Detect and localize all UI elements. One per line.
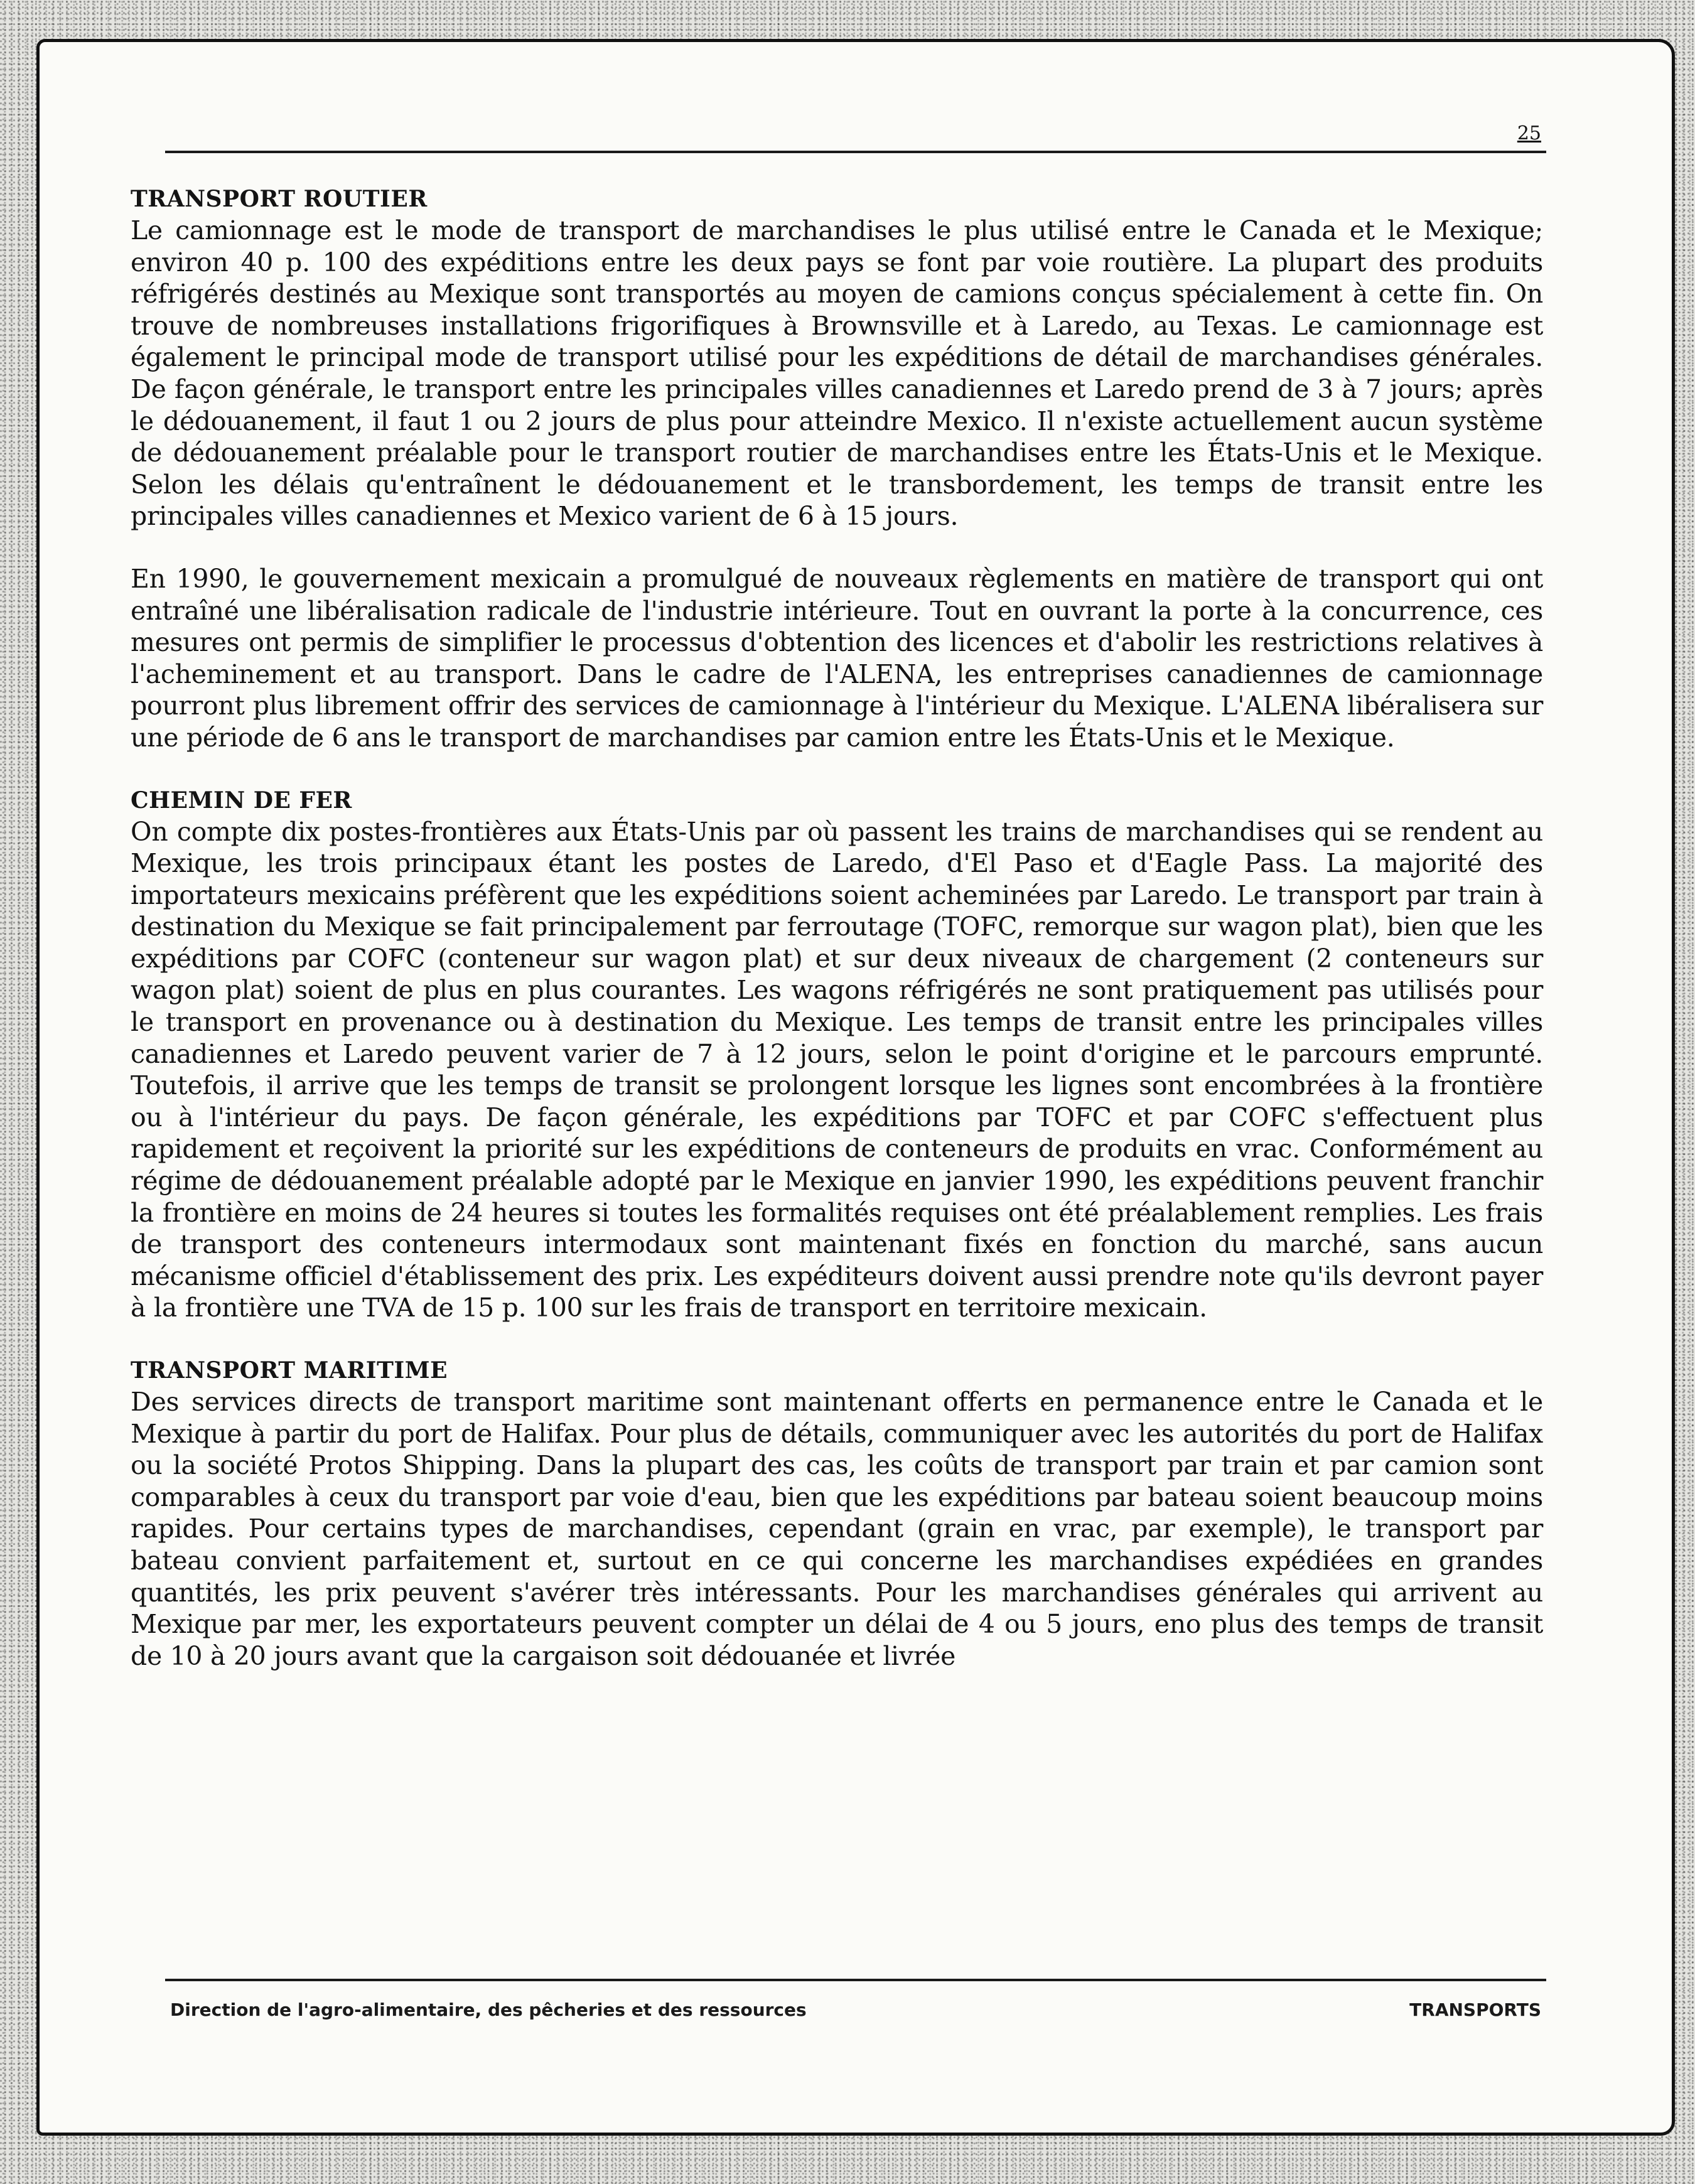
page-footer [170, 1999, 1541, 2020]
paragraph-transport-routier-2: En 1990, le gouvernement mexicain a promulgué de nouveaux règlements en matière de transport qui ont entraîné une libéralisation radicale de l'industrie intérieure. Tout en ouvrant la porte à la concurrence, ces mesures ont permis de simplifier le processus d'obtention des licences et d'abolir les restrictions relatives à l'acheminement et au transport. Dans le cadre de l'ALENA, les entreprises canadiennes de camionnage pourront plus librement offrir des services de camionnage à l'intérieur du Mexique. L'ALENA libéralisera sur une période de 6 ans le transport de marchandises par camion entre les États-Unis et le Mexique. [131, 563, 1543, 753]
section-heading-transport-maritime: TRANSPORT MARITIME [131, 1357, 448, 1384]
header-rule [165, 151, 1546, 153]
document-body [131, 183, 1543, 1672]
footer-department: Direction de l'agro-alimentaire, des pêcheries et des ressources [170, 1999, 807, 2020]
paragraph-transport-maritime: Des services directs de transport maritime sont maintenant offerts en permanence entre le Canada et le Mexique à partir du port de Halifax. Pour plus de détails, communiquer avec les autorités du port de Halifax ou la société Protos Shipping. Dans la plupart des cas, les coûts de transport par train et par camion sont comparables à ceux du transport par voie d'eau, bien que les expéditions par bateau soient beaucoup moins rapides. Pour certains types de marchandises, cependant (grain en vrac, par exemple), le transport par bateau convient parfaitement et, surtout en ce qui concerne les marchandises expédiées en grandes quantités, les prix peuvent s'avérer très intéressants. Pour les marchandises générales qui arrivent au Mexique par mer, les exportateurs peuvent compter un délai de 4 ou 5 jours, eno plus des temps de transit de 10 à 20 jours avant que la cargaison soit dédouanée et livrée [131, 1387, 1543, 1671]
section-heading-chemin-de-fer: CHEMIN DE FER [131, 787, 352, 814]
paragraph-spacer [131, 532, 1543, 563]
paragraph-transport-routier-1: Le camionnage est le mode de transport de marchandises le plus utilisé entre le Canada et le Mexique; environ 40 p. 100 des expéditions entre les deux pays se font par voie routière. La plupart des produits réfrigérés destinés au Mexique sont transportés au moyen de camions conçus spécialement à cette fin. On trouve de nombreuses installations frigorifiques à Brownsville et à Laredo, au Texas. Le camionnage est également le principal mode de transport utilisé pour les expéditions de détail de marchandises générales. De façon générale, le transport entre les principales villes canadiennes et Laredo prend de 3 à 7 jours; après le dédouanement, il faut 1 ou 2 jours de plus pour atteindre Mexico. Il n'existe actuellement aucun système de dédouanement préalable pour le transport routier de marchandises entre les États-Unis et le Mexique. Selon les délais qu'entraînent le dédouanement et le transbordement, les temps de transit entre les principales villes canadiennes et Mexico varient de 6 à 15 jours. [131, 215, 1543, 532]
section-spacer [131, 754, 1543, 785]
paragraph-chemin-de-fer: On compte dix postes-frontières aux États-Unis par où passent les trains de marchandises qui se rendent au Mexique, les trois principaux étant les postes de Laredo, d'El Paso et d'Eagle Pass. La majorité des importateurs mexicains préfèrent que les expéditions soient acheminées par Laredo. Le transport par train à destination du Mexique se fait principalement par ferroutage (TOFC, remorque sur wagon plat), bien que les expéditions par COFC (conteneur sur wagon plat) et sur deux niveaux de chargement (2 conteneurs sur wagon plat) soient de plus en plus courantes. Les wagons réfrigérés ne sont pratiquement pas utilisés pour le transport en provenance ou à destination du Mexique. Les temps de transit entre les principales villes canadiennes et Laredo peuvent varier de 7 à 12 jours, selon le point d'origine et le parcours emprunté. Toutefois, il arrive que les temps de transit se prolongent lorsque les lignes sont encombrées à la frontière ou à l'intérieur du pays. De façon générale, les expéditions par TOFC et par COFC s'effectuent plus rapidement et reçoivent la priorité sur les expéditions de conteneurs de produits en vrac. Conformément au régime de dédouanement préalable adopté par le Mexique en janvier 1990, les expéditions peuvent franchir la frontière en moins de 24 heures si toutes les formalités requises ont été préalablement remplies. Les frais de transport des conteneurs intermodaux sont maintenant fixés en fonction du marché, sans aucun mécanisme officiel d'établissement des prix. Les expéditeurs doivent aussi prendre note qu'ils devront payer à la frontière une TVA de 15 p. 100 sur les frais de transport en territoire mexicain. [131, 816, 1543, 1323]
footer-rule [165, 1979, 1546, 1981]
section-spacer [131, 1324, 1543, 1355]
section-heading-transport-routier: TRANSPORT ROUTIER [131, 186, 428, 212]
page-number: 25 [1517, 122, 1541, 144]
footer-section-title: TRANSPORTS [1409, 1999, 1541, 2020]
